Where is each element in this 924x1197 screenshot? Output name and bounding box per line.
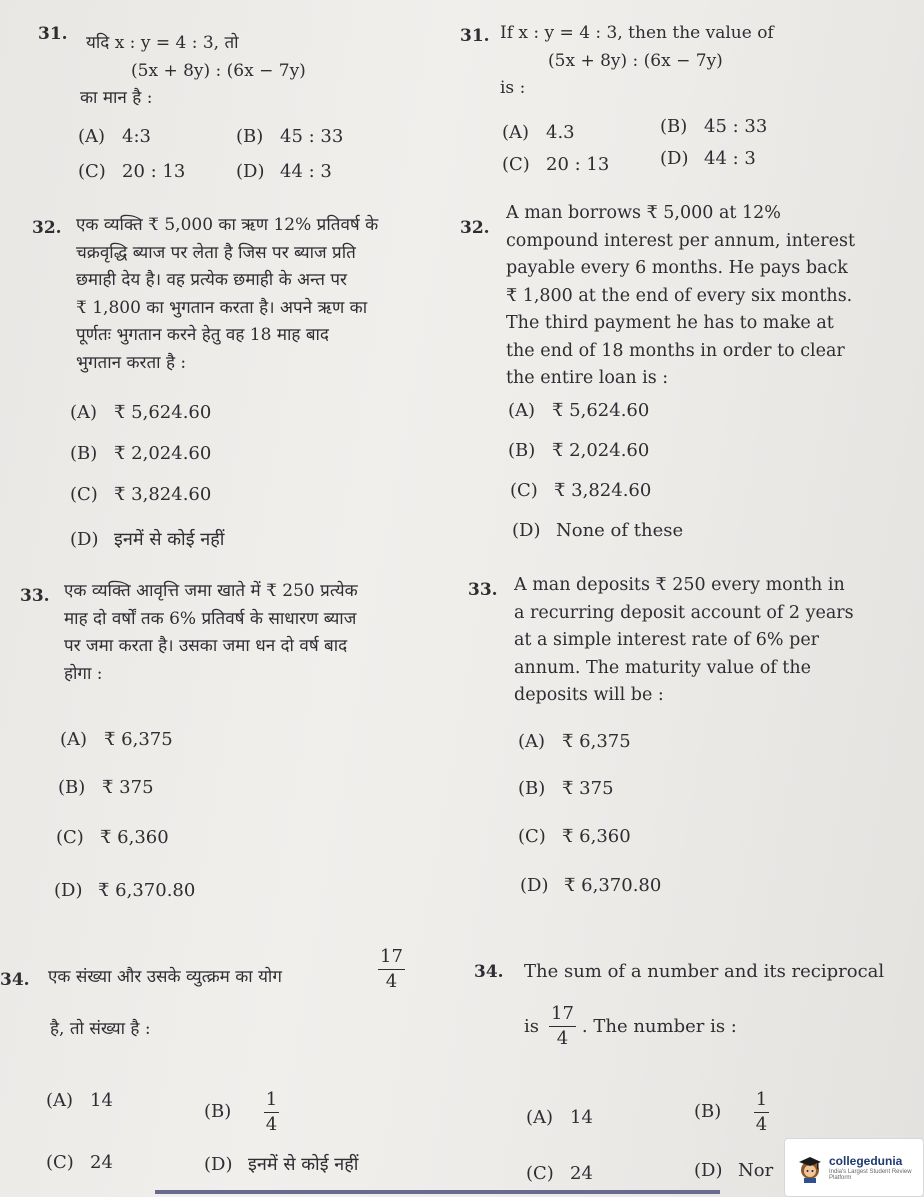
q33-option-a-en[interactable] [518,731,631,752]
q34-en-line1: The sum of a number and its reciprocal [524,961,885,982]
option-label: (B) [204,1101,232,1123]
q31-en-line: If x : y = 4 : 3, then the value of [500,23,774,43]
q32-en-line: payable every 6 months. He pays back [506,258,848,278]
option-label: (D) [694,1160,723,1181]
option-value: ₹ 3,824.60 [554,480,652,501]
option-value: 24 [90,1152,113,1173]
q34-option-b-en[interactable] [694,1090,773,1135]
option-value: 4.3 [546,122,575,143]
option-label: (A) [508,400,536,421]
logo-tagline: India's Largest Student Review Platform [829,1169,912,1181]
option-label: (A) [70,402,98,423]
q32-number-en: 32. [460,218,490,238]
option-value: ₹ 6,360 [562,826,631,847]
q33-en-line: A man deposits ₹ 250 every month in [514,575,845,595]
q32-text-hi [76,212,378,377]
q33-text-en [514,572,854,710]
option-label: (D) [70,529,99,550]
option-label: (D) [236,161,265,182]
option-value: 44 : 3 [280,161,332,182]
q33-number-en: 33. [468,580,498,600]
q33-en-line: a recurring deposit account of 2 years [514,602,854,623]
option-value: ₹ 3,824.60 [114,484,212,505]
fraction-denominator: 4 [385,970,398,992]
q33-option-d-en[interactable] [520,875,661,896]
option-label: (D) [660,148,689,169]
option-value: 4:3 [122,126,151,147]
q32-option-a-hi[interactable] [70,402,211,423]
q31-option-b-hi[interactable] [236,126,343,147]
option-label: (B) [58,777,86,798]
q32-hi-line: चक्रवृद्धि ब्याज पर लेता है जिस पर ब्याज प्रति [76,242,356,263]
q31-number-hi: 31. [38,24,68,44]
q31-option-b-en[interactable] [660,116,767,137]
q34-en-after: . The number is : [581,1015,737,1037]
q34-option-a-en[interactable] [526,1107,593,1128]
q32-hi-line: भुगतान करता है : [76,352,187,373]
option-value: ₹ 6,360 [100,827,169,848]
logo-text [829,1154,923,1181]
option-value: ₹ 6,370.80 [98,880,196,901]
q31-hi-line: (5x + 8y) : (6x − 7y) [131,60,306,81]
option-value: ₹ 5,624.60 [552,400,650,421]
q33-option-a-hi[interactable] [60,729,173,750]
q31-option-d-hi[interactable] [236,161,332,182]
q31-text-hi [80,30,306,113]
q34-hi-line1 [48,964,282,992]
option-label: (A) [46,1090,74,1111]
fraction-denominator: 4 [755,1113,768,1135]
english-column [460,0,910,1197]
q34-hi-line1-text: एक संख्या और उसके व्युत्क्रम का योग [48,967,282,987]
q31-option-c-hi[interactable] [78,161,185,182]
q34-text-hi [48,964,282,992]
q33-en-line: deposits will be : [514,685,664,705]
option-label: (B) [70,443,98,464]
option-label: (C) [502,154,530,175]
option-value: ₹ 6,370.80 [564,875,662,896]
q34-fraction-hi [378,947,405,992]
option-label: (C) [518,826,546,847]
q32-hi-line: पूर्णतः भुगतान करने हेतु वह 18 माह बाद [76,325,329,345]
option-label: (D) [204,1154,233,1175]
q32-option-d-en[interactable] [512,520,683,541]
q32-en-line: the end of 18 months in order to clear [506,340,845,361]
q31-en-line: is : [500,78,526,98]
option-value: Nor [738,1160,774,1181]
option-label: (C) [56,827,84,848]
fraction-numerator: 17 [378,947,405,970]
q33-option-c-hi[interactable] [56,827,169,848]
fraction-denominator: 4 [265,1113,278,1135]
q34-option-c-en[interactable] [526,1163,593,1184]
option-value: 20 : 13 [122,161,186,182]
q32-hi-line: एक व्यक्ति ₹ 5,000 का ऋण 12% प्रतिवर्ष के [76,215,379,235]
q32-en-line: The third payment he has to make at [506,313,834,333]
option-label: (B) [518,778,546,799]
q33-hi-line: पर जमा करता है। उसका जमा धन दो वर्ष बाद [64,636,348,656]
option-value: ₹ 6,375 [104,729,173,750]
option-label: (C) [526,1163,554,1184]
option-label: (B) [236,126,264,147]
option-value: 24 [570,1163,593,1184]
option-value: None of these [556,520,684,541]
option-label: (A) [60,729,88,750]
q31-option-a-hi[interactable] [78,126,151,147]
q33-option-b-hi[interactable] [58,777,154,798]
option-value: 14 [90,1090,113,1111]
q34-hi-line2 [50,1016,151,1044]
q32-en-line: A man borrows ₹ 5,000 at 12% [506,203,781,223]
option-label: (A) [502,122,530,143]
q32-hi-line: छमाही देय है। वह प्रत्येक छमाही के अन्त पर [76,270,347,290]
option-label: (A) [526,1107,554,1128]
q33-en-line: annum. The maturity value of the [514,657,811,678]
option-label: (C) [510,480,538,501]
q33-number-hi: 33. [20,586,50,606]
q34-number-en: 34. [474,962,504,982]
option-label: (B) [660,116,688,137]
q31-hi-line: यदि x : y = 4 : 3, तो [86,33,239,53]
option-label: (B) [694,1101,722,1123]
q34-text-en [524,958,884,986]
option-value: 45 : 33 [704,116,768,137]
fraction-numerator: 1 [264,1090,279,1113]
q34-number-hi: 34. [0,970,30,990]
option-value: 44 : 3 [704,148,756,169]
option-label: (D) [512,520,541,541]
fraction-denominator: 4 [556,1027,569,1049]
option-value: 20 : 13 [546,154,610,175]
q34-option-b-fraction-en [754,1090,769,1135]
q34-en-is: is [524,1015,539,1037]
q34-option-d-hi[interactable] [204,1152,358,1176]
q32-en-line: compound interest per annum, interest [506,230,855,251]
hindi-column [0,0,450,1197]
q32-option-b-en[interactable] [508,440,649,461]
q33-option-c-en[interactable] [518,826,631,847]
q34-fraction-en [549,1004,576,1049]
q34-option-b-hi[interactable] [204,1090,283,1135]
q32-en-line: ₹ 1,800 at the end of every six months. [506,285,853,306]
q34-option-a-hi[interactable] [46,1090,113,1111]
q32-option-a-en[interactable] [508,400,649,421]
fraction-numerator: 17 [549,1004,576,1027]
option-label: (C) [46,1152,74,1173]
q32-en-line: the entire loan is : [506,368,669,388]
option-label: (D) [54,880,83,901]
q31-text-en [500,20,774,103]
option-label: (B) [508,440,536,461]
logo-brand: collegedunia [829,1154,903,1168]
option-value: इनमें से कोई नहीं [248,1154,359,1175]
q33-hi-line: माह दो वर्षों तक 6% प्रतिवर्ष के साधारण ब्याज [64,608,357,629]
q31-number-en: 31. [460,26,490,46]
option-label: (C) [70,484,98,505]
q31-option-d-en[interactable] [660,148,756,169]
q33-text-hi [64,578,358,688]
q34-hi-line2-text: है, तो संख्या है : [50,1019,151,1039]
option-value: ₹ 2,024.60 [552,440,650,461]
q31-en-line: (5x + 8y) : (6x − 7y) [548,50,723,71]
bottom-divider [155,1190,720,1194]
q32-hi-line: ₹ 1,800 का भुगतान करता है। अपने ऋण का [76,297,368,318]
q32-option-d-hi[interactable] [70,527,224,551]
q33-hi-line: एक व्यक्ति आवृत्ति जमा खाते में ₹ 250 प्रत्येक [64,581,358,601]
option-label: (D) [520,875,549,896]
fraction-numerator: 1 [754,1090,769,1113]
q32-text-en [506,200,855,393]
q34-en-line2 [524,1004,737,1049]
option-value: ₹ 375 [102,777,154,798]
q33-option-d-hi[interactable] [54,880,195,901]
q32-option-c-en[interactable] [510,480,651,501]
q34-option-c-hi[interactable] [46,1152,113,1173]
option-value: ₹ 375 [562,778,614,799]
option-value: 14 [570,1107,593,1128]
q34-en-line2-wrap [524,1004,737,1049]
q31-hi-line: का मान है : [80,88,153,108]
option-value: ₹ 2,024.60 [114,443,212,464]
q33-option-b-en[interactable] [518,778,614,799]
option-label: (C) [78,161,106,182]
option-label: (A) [78,126,106,147]
q33-hi-line: होगा : [64,663,103,684]
q32-option-c-hi[interactable] [70,484,211,505]
q31-option-c-en[interactable] [502,154,609,175]
q31-option-a-en[interactable] [502,122,575,143]
option-label: (A) [518,731,546,752]
q34-option-b-fraction-hi [264,1090,279,1135]
option-value: ₹ 6,375 [562,731,631,752]
graduate-mascot-icon [797,1153,823,1183]
option-value: 45 : 33 [280,126,344,147]
option-value: इनमें से कोई नहीं [114,529,225,550]
q34-option-d-en[interactable] [694,1160,773,1181]
q32-number-hi: 32. [32,218,62,238]
option-value: ₹ 5,624.60 [114,402,212,423]
q32-option-b-hi[interactable] [70,443,211,464]
collegedunia-logo[interactable] [784,1138,924,1197]
q33-en-line: at a simple interest rate of 6% per [514,630,820,650]
